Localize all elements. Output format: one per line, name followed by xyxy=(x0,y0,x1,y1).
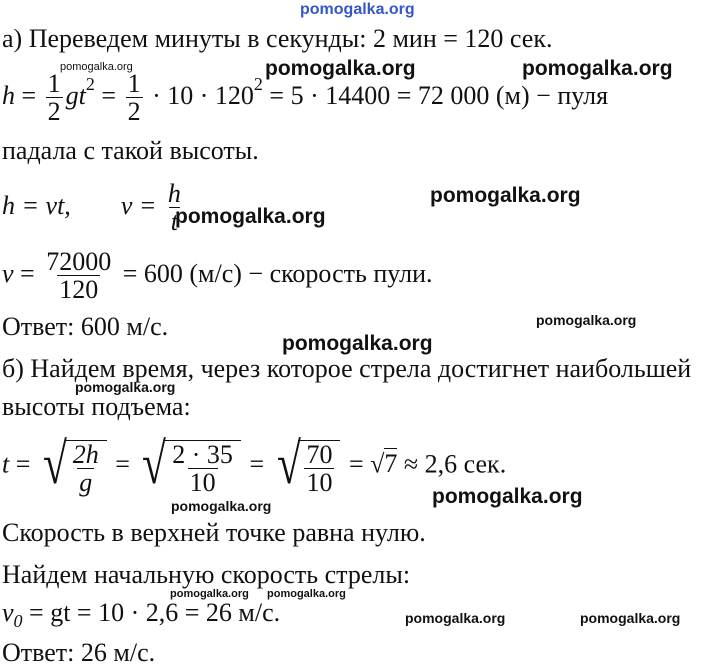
answer-1: Ответ: 600 м/с. xyxy=(2,312,169,341)
exponent: 2 xyxy=(85,74,95,95)
watermark: pomogalka.org xyxy=(170,588,249,600)
time-result: ≈ 2,6 сек. xyxy=(397,449,507,479)
part-b-intro-2: высоты подъема: xyxy=(2,392,191,421)
exponent: 2 xyxy=(253,74,263,95)
velocity-calc: v = $\frac{72000}{120}$ = 600 (м/с) − скорость пули. xyxy=(2,247,433,305)
watermark: pomogalka.org xyxy=(75,379,176,395)
sqrt-70-10-b: √ $\frac{70}{10}$ xyxy=(273,436,341,497)
v0-var: v xyxy=(2,598,14,627)
sqrt-70-10-a: √ $\frac{2 \cdot 35}{10}$ xyxy=(138,436,241,497)
fall-text: падала с такой высоты. xyxy=(2,136,259,165)
fraction-half: $\frac{1}{2}$ xyxy=(47,69,61,127)
watermark: pomogalka.org xyxy=(430,184,581,207)
watermark: pomogalka.org xyxy=(175,205,326,228)
find-v0-text: Найдем начальную скорость стрелы: xyxy=(2,560,411,589)
h-var: h xyxy=(2,80,15,110)
watermark: pomogalka.org xyxy=(580,610,681,626)
watermark: pomogalka.org xyxy=(282,332,433,355)
eq: = xyxy=(15,80,43,110)
v0-formula xyxy=(2,600,280,630)
watermark-top: pomogalka.org xyxy=(300,1,415,18)
velocity-definition xyxy=(2,180,186,236)
v0-subscript: 0 xyxy=(13,611,23,632)
h-vt: h = vt, xyxy=(2,190,71,220)
height-result: = 5 · 14400 = 72 000 (м) − пуля xyxy=(262,80,609,110)
sqrt-2h-g: √ $\frac{2h}{g}$ xyxy=(39,436,107,497)
sqrt-7: 7 xyxy=(384,449,398,479)
watermark: pomogalka.org xyxy=(536,312,637,328)
gt-term: gt xyxy=(65,80,86,110)
fraction-h-t: $\frac{h}{t}$ xyxy=(167,179,181,237)
t-var: t xyxy=(2,449,10,479)
watermark: pomogalka.org xyxy=(267,588,346,600)
watermark: pomogalka.org xyxy=(405,610,506,626)
v-var: v xyxy=(2,258,14,288)
eq: = xyxy=(94,80,123,110)
zero-speed-text: Скорость в верхней точке равна нулю. xyxy=(2,518,426,547)
part-b-intro: б) Найдем время, через которое стрела достигнет наибольшей xyxy=(2,354,692,383)
time-formula: t = √ $\frac{2h}{g}$ = √ $\frac{2 \cdot 35}{10}$ = √ $\frac{70}{10}$ = √7 ≈ 2,6 сек. xyxy=(2,431,507,498)
height-formula xyxy=(2,70,608,126)
product-term: · 10 · 120 xyxy=(145,80,254,110)
fraction-72000-120: $\frac{72000}{120}$ xyxy=(46,247,112,305)
velocity-result: = 600 (м/с) − скорость пули. xyxy=(116,258,433,288)
watermark: pomogalka.org xyxy=(265,57,416,80)
watermark: pomogalka.org xyxy=(522,57,673,80)
v-equals: v = xyxy=(120,190,163,220)
fraction-half: $\frac{1}{2}$ xyxy=(127,69,141,127)
part-a-intro: а) Переведем минуты в секунды: 2 мин = 120 сек. xyxy=(2,24,553,53)
watermark: pomogalka.org xyxy=(171,498,272,514)
v0-result: = gt = 10 · 2,6 = 26 м/с. xyxy=(22,598,281,627)
watermark: pomogalka.org xyxy=(60,61,133,73)
watermark: pomogalka.org xyxy=(432,485,583,508)
answer-2: Ответ: 26 м/с. xyxy=(2,638,156,667)
